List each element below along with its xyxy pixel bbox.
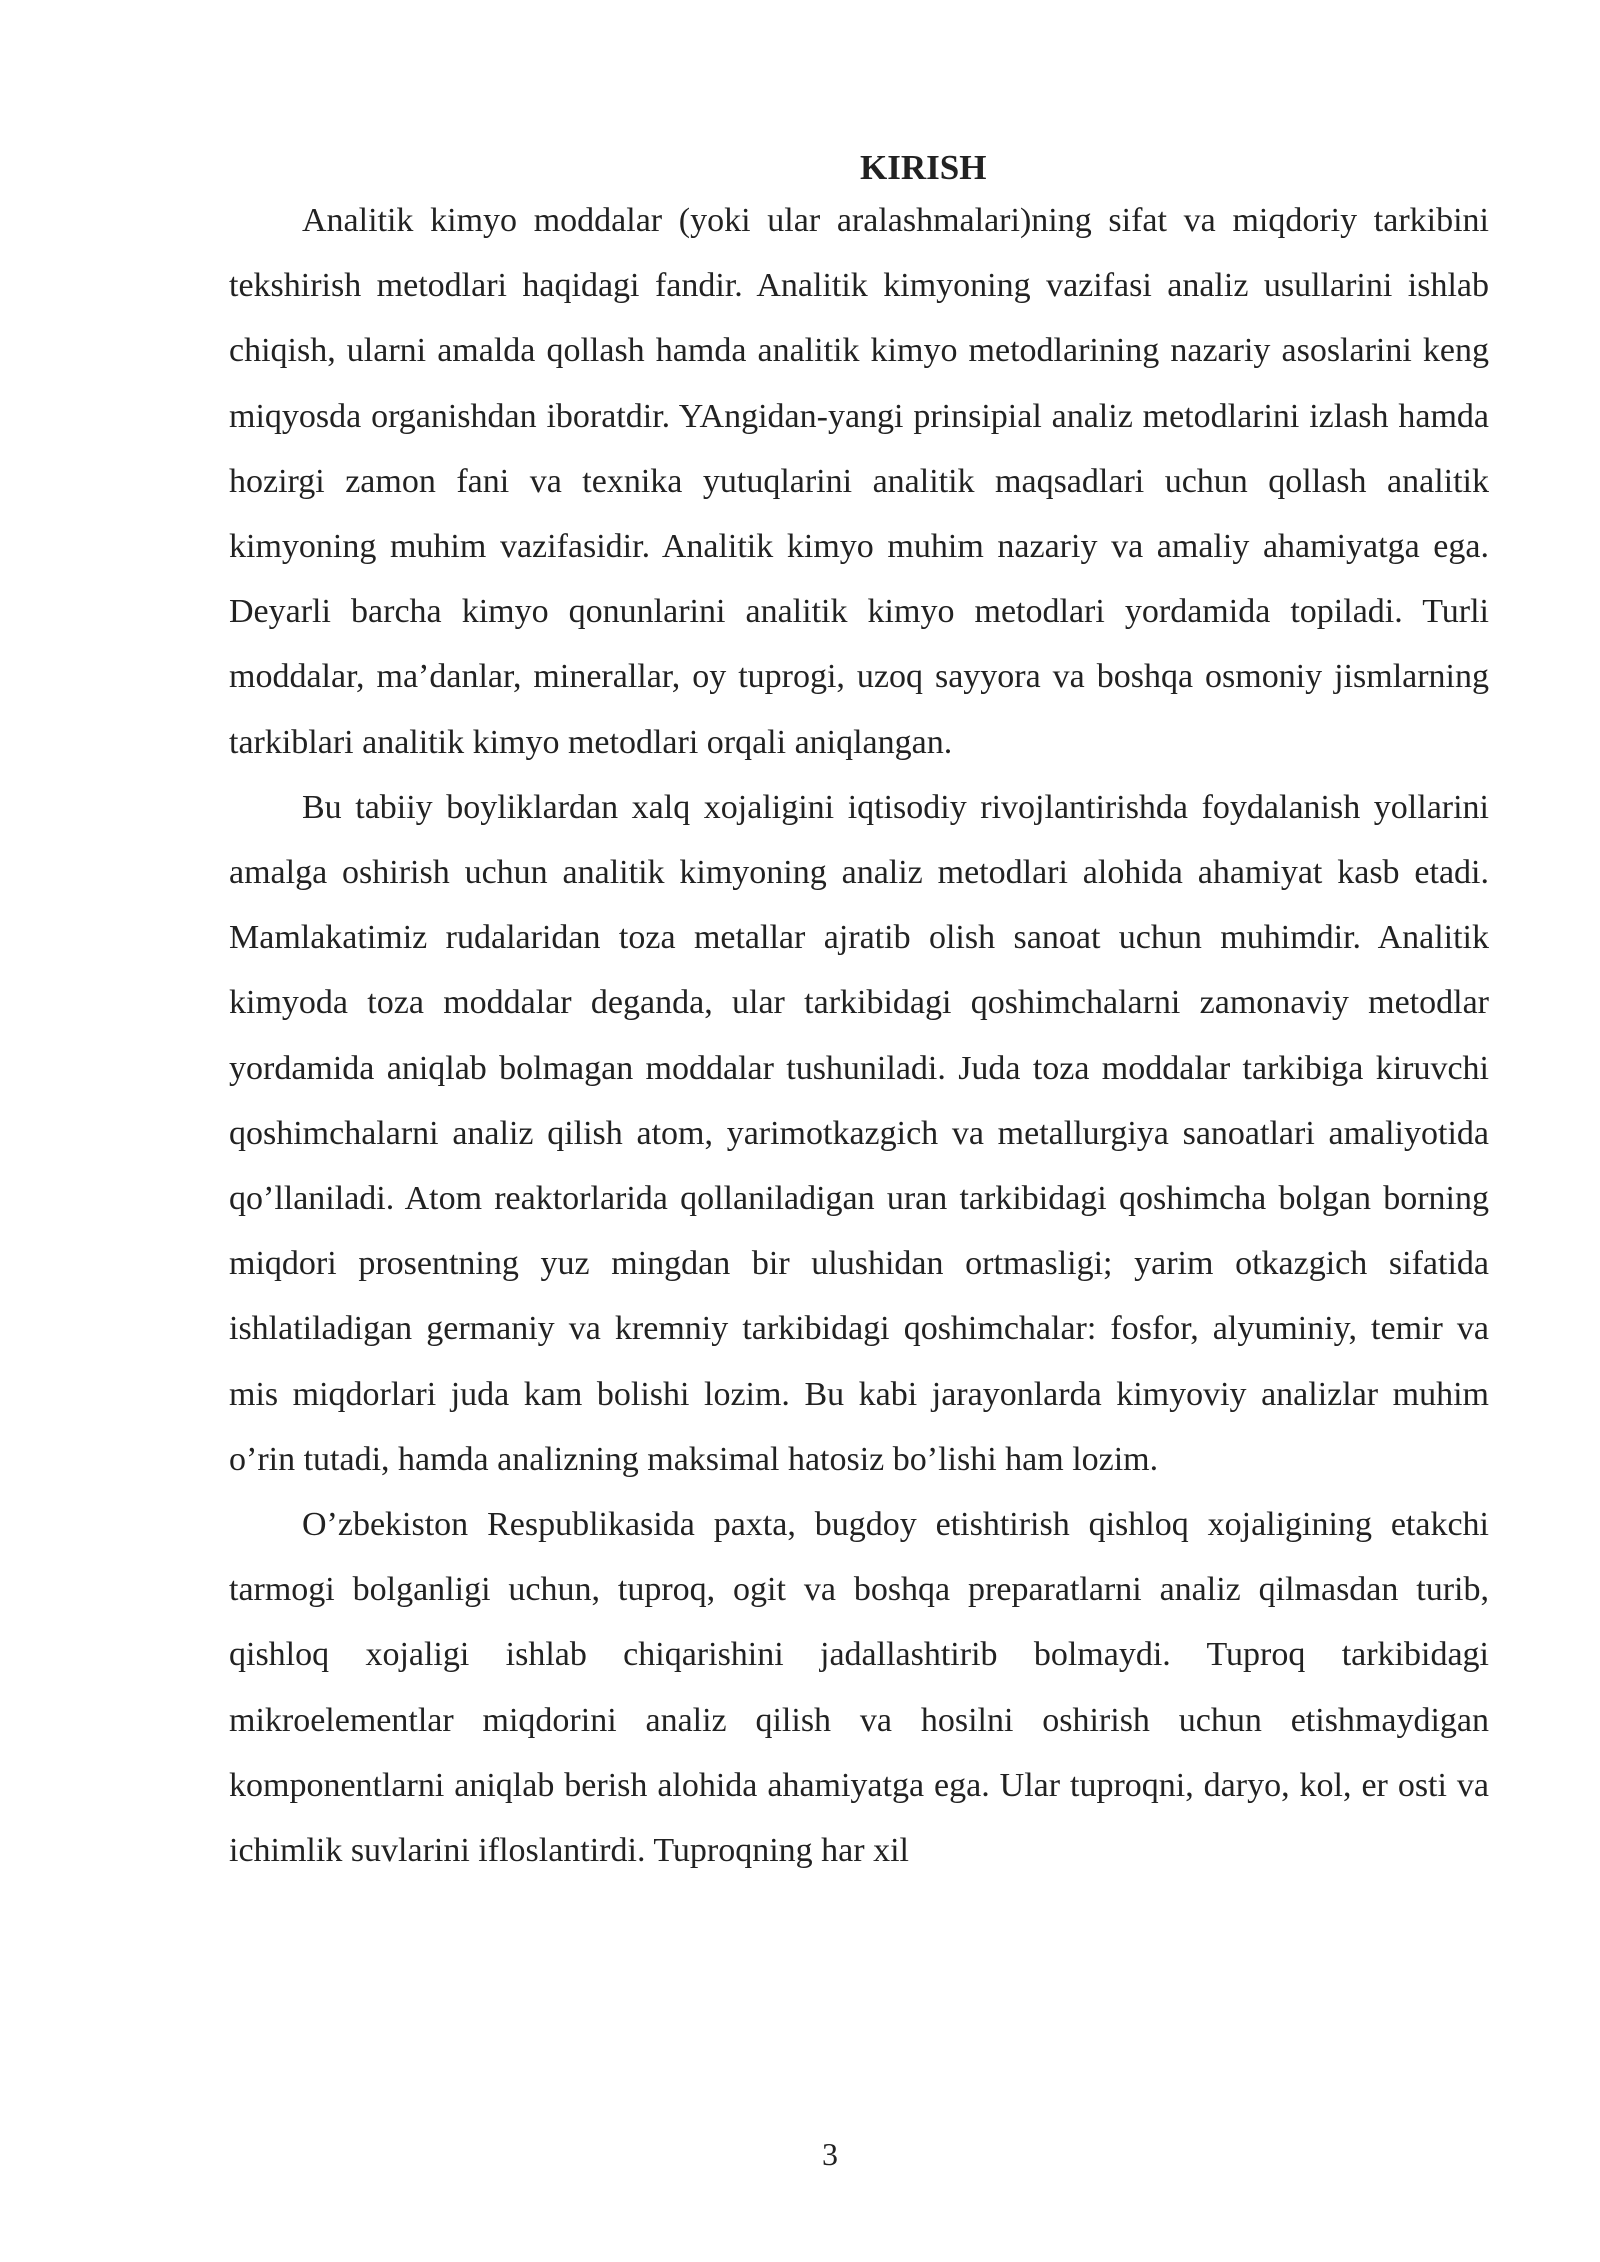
paragraph-1: Analitik kimyo moddalar (yoki ular aralashmalari)ning sifat va miqdoriy tarkibini tekshirish metodlari haqidagi fandir. Analitik kimyoning vazifasi analiz usullarini ishlab chiqish, ularni amalda qollash hamda analitik kimyo metodlarining nazariy asoslarini keng miqyosda organishdan iboratdir. YAngidan-yangi prinsipial analiz metodlarini izlash hamda hozirgi zamon fani va texnika yutuqlarini analitik maqsadlari uchun qollash analitik kimyoning muhim vazifasidir. Analitik kimyo muhim nazariy va amaliy ahamiyatga ega. Deyarli barcha kimyo qonunlarini analitik kimyo metodlari yordamida topiladi. Turli moddalar, ma’danlar, minerallar, oy tuprogi, uzoq sayyora va boshqa osmoniy jismlarning tarkiblari analitik kimyo metodlari orqali aniqlangan. [229,202,1489,761]
section-heading [0,147,1600,189]
paragraph-2: Bu tabiiy boyliklardan xalq xojaligini iqtisodiy rivojlantirishda foydalanish yollarini amalga oshirish uchun analitik kimyoning analiz metodlari alohida ahamiyat kasb etadi. Mamlakatimiz rudalaridan toza metallar ajratib olish sanoat uchun muhimdir. Analitik kimyoda toza moddalar deganda, ular tarkibidagi qoshimchalarni zamonaviy metodlar yordamida aniqlab bolmagan moddalar tushuniladi. Juda toza moddalar tarkibiga kiruvchi qoshimchalarni analiz qilish atom, yarimotkazgich va metallurgiya sanoatlari amaliyotida qo’llaniladi. Atom reaktorlarida qollaniladigan uran tarkibidagi qoshimcha bolgan borning miqdori prosentning yuz mingdan bir ulushidan ortmasligi; yarim otkazgich sifatida ishlatiladigan germaniy va kremniy tarkibidagi qoshimchalar: fosfor, alyuminiy, temir va mis miqdorlari juda kam bolishi lozim. Bu kabi jarayonlarda kimyoviy analizlar muhim o’rin tutadi, hamda analizning maksimal hatosiz bo’lishi ham lozim. [229,788,1489,1478]
page-number: 3 [822,2136,838,2172]
paragraph-3: O’zbekiston Respublikasida paxta, bugdoy etishtirish qishloq xojaligining etakchi tarmogi bolganligi uchun, tuproq, ogit va boshqa preparatlarni analiz qilmasdan turib, qishloq xojaligi ishlab chiqarishini jadallashtirib bolmaydi. Tuproq tarkibidagi mikroelementlar miqdorini analiz qilish va hosilni oshirish uchun etishmaydigan komponentlarni aniqlab berish alohida ahamiyatga ega. Ular tuproqni, daryo, kol, er osti va ichimlik suvlarini ifloslantirdi. Tuproqning har xil [229,1506,1489,1870]
heading-text: KIRISH [860,148,987,187]
body-text [229,188,1489,1883]
